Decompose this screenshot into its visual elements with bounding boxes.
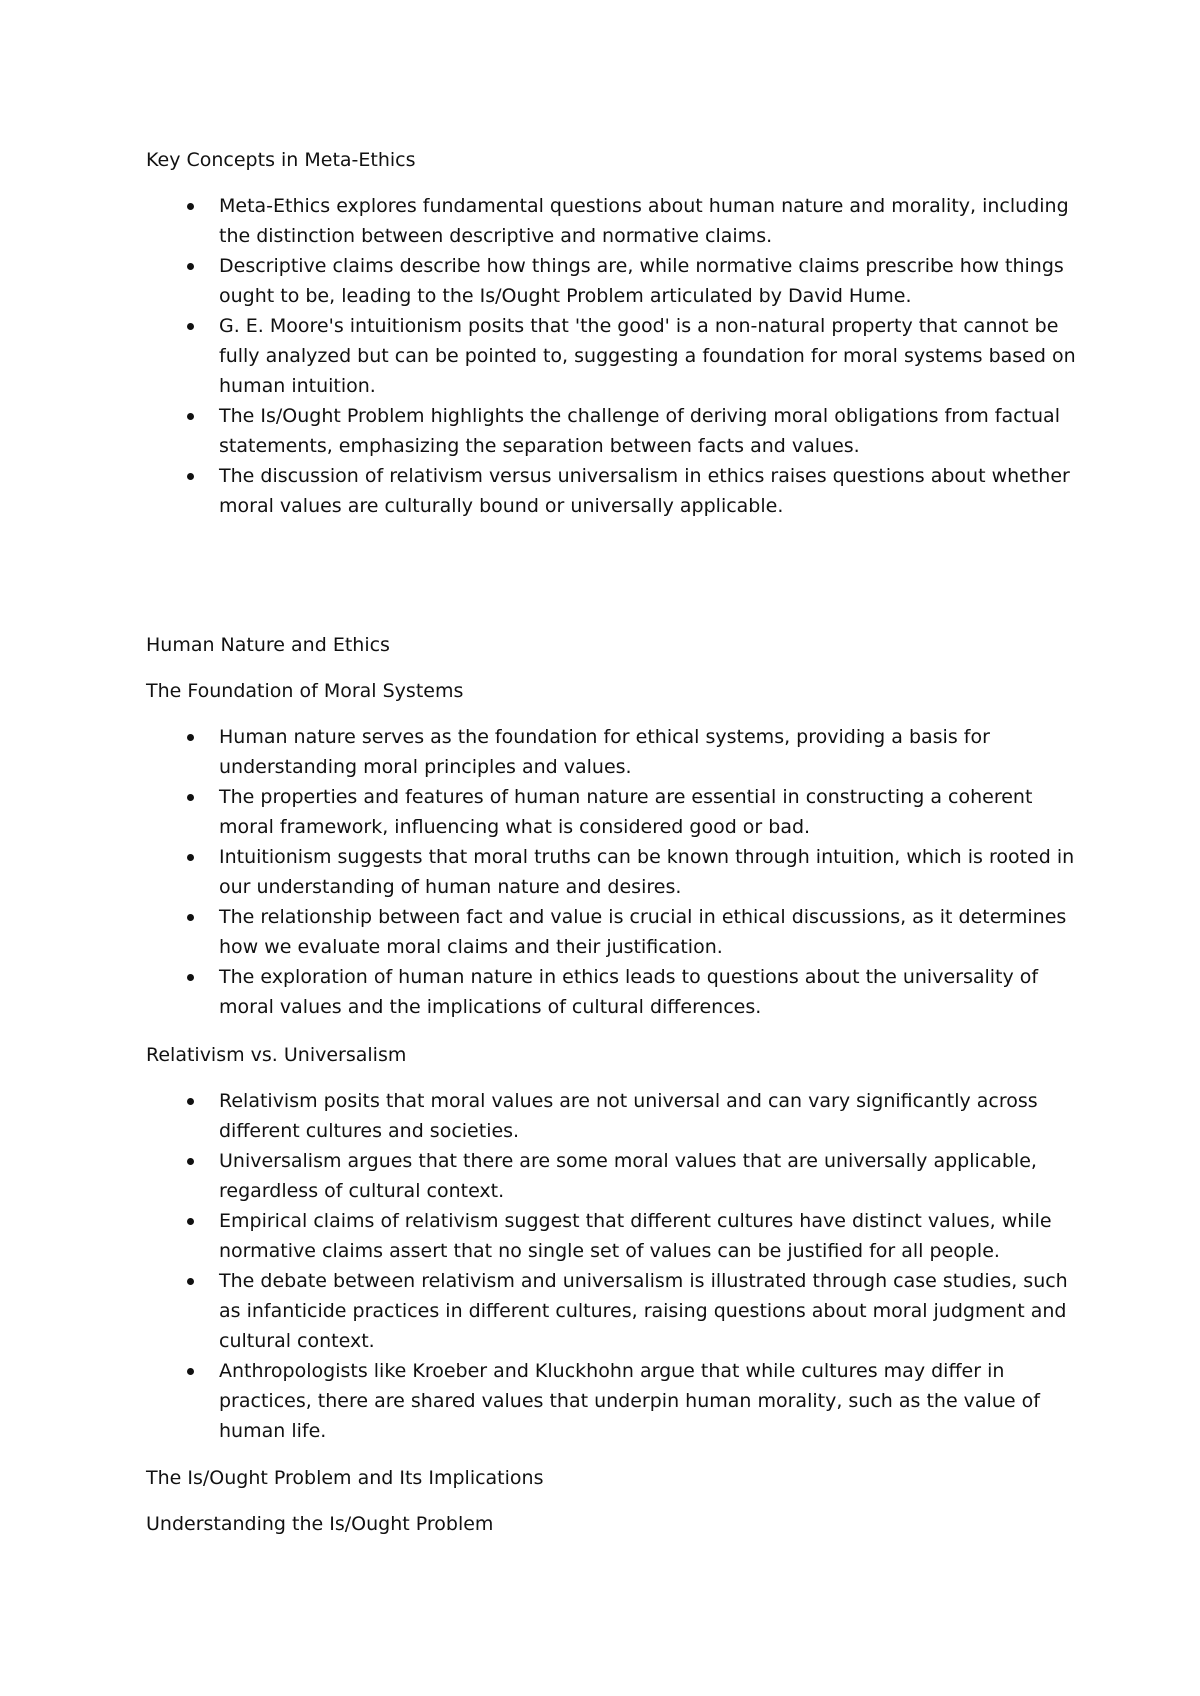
list-human-nature <box>146 722 1076 1022</box>
list-item: Empirical claims of relativism suggest that different cultures have distinct values, while normative claims assert that no single set of values can be justified for all people. <box>146 1206 1076 1266</box>
list-item: The debate between relativism and universalism is illustrated through case studies, such as infanticide practices in different cultures, raising questions about moral judgment and cultural context. <box>146 1266 1076 1356</box>
heading-is-ought: The Is/Ought Problem and Its Implications <box>146 1467 544 1489</box>
list-item: The properties and features of human nature are essential in constructing a coherent moral framework, influencing what is considered good or bad. <box>146 782 1076 842</box>
list-item: The exploration of human nature in ethics leads to questions about the universality of moral values and the implications of cultural differences. <box>146 962 1076 1022</box>
list-item: Universalism argues that there are some moral values that are universally applicable, regardless of cultural context. <box>146 1146 1076 1206</box>
list-item: Descriptive claims describe how things are, while normative claims prescribe how things ought to be, leading to the Is/Ought Problem articulated by David Hume. <box>146 251 1076 311</box>
subheading-foundation: The Foundation of Moral Systems <box>146 680 464 702</box>
heading-key-concepts: Key Concepts in Meta-Ethics <box>146 149 416 171</box>
heading-human-nature: Human Nature and Ethics <box>146 634 390 656</box>
list-item: The discussion of relativism versus universalism in ethics raises questions about whether moral values are culturally bound or universally applicable. <box>146 461 1076 521</box>
list-item: Meta-Ethics explores fundamental questions about human nature and morality, including the distinction between descriptive and normative claims. <box>146 191 1076 251</box>
list-relativism <box>146 1086 1076 1446</box>
list-item: Human nature serves as the foundation for ethical systems, providing a basis for understanding moral principles and values. <box>146 722 1076 782</box>
list-item: G. E. Moore's intuitionism posits that 'the good' is a non-natural property that cannot be fully analyzed but can be pointed to, suggesting a foundation for moral systems based on human intuition. <box>146 311 1076 401</box>
list-item: The Is/Ought Problem highlights the challenge of deriving moral obligations from factual statements, emphasizing the separation between facts and values. <box>146 401 1076 461</box>
list-item: Anthropologists like Kroeber and Kluckhohn argue that while cultures may differ in practices, there are shared values that underpin human morality, such as the value of human life. <box>146 1356 1076 1446</box>
subheading-understanding: Understanding the Is/Ought Problem <box>146 1513 494 1535</box>
list-key-concepts <box>146 191 1076 521</box>
list-item: Relativism posits that moral values are not universal and can vary significantly across different cultures and societies. <box>146 1086 1076 1146</box>
list-item: Intuitionism suggests that moral truths can be known through intuition, which is rooted in our understanding of human nature and desires. <box>146 842 1076 902</box>
list-item: The relationship between fact and value is crucial in ethical discussions, as it determines how we evaluate moral claims and their justification. <box>146 902 1076 962</box>
heading-relativism: Relativism vs. Universalism <box>146 1044 407 1066</box>
